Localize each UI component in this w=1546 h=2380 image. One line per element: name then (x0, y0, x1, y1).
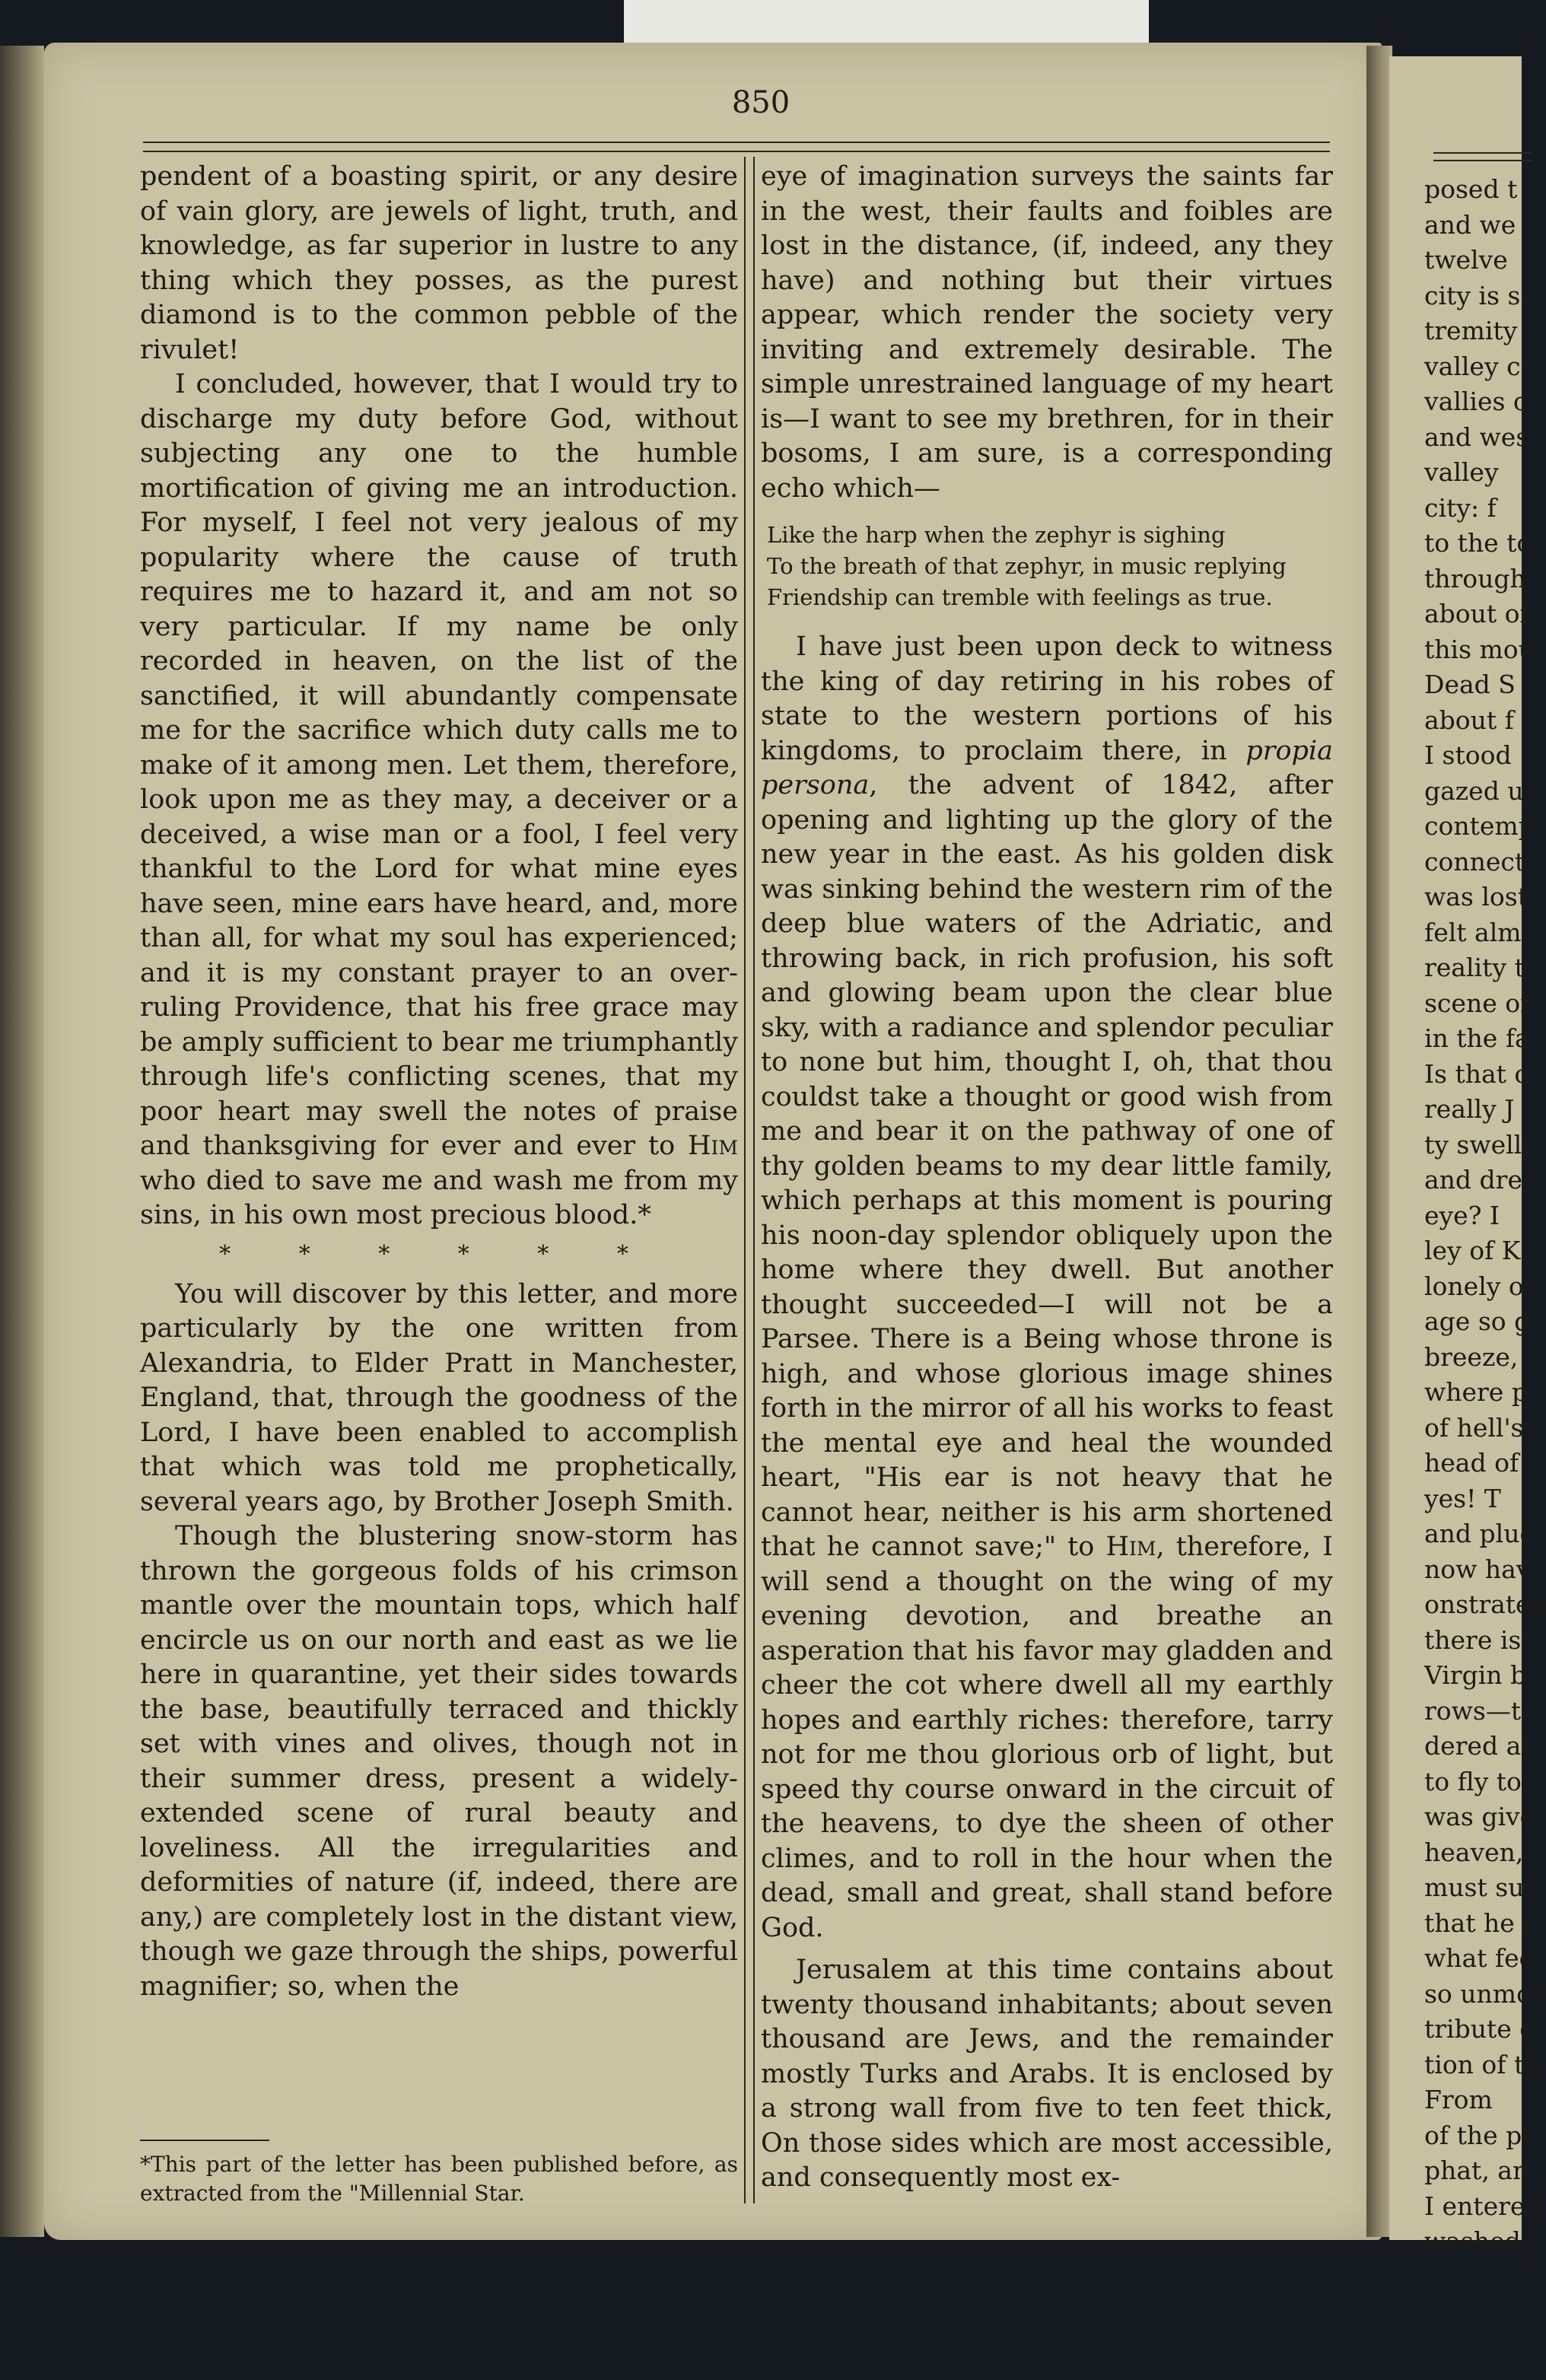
right-page-line: so unmov (1424, 1978, 1546, 2009)
poem-line: Friendship can tremble with feelings as true. (767, 584, 1273, 610)
right-page-line: rows—t (1424, 1695, 1522, 1726)
right-page-line: valley (1424, 457, 1499, 487)
book-gutter (1366, 46, 1392, 2237)
right-page-line: to the to (1424, 528, 1532, 558)
right-page-line: heaven, (1424, 1837, 1524, 1867)
him-word: Him (688, 1131, 738, 1161)
right-page-line: I entered (1424, 2191, 1541, 2221)
right-page-line: what fee (1424, 1943, 1535, 1973)
paragraph: pendent of a boasting spirit, or any desire of vain glory, are jewels of light, truth, and knowledge, as far superior in lustre to any thing which they posses, as the purest diamond is to the common pebble of the rivulet! (140, 161, 738, 365)
right-page-line: was give (1424, 1802, 1535, 1831)
right-page-line: age so g (1424, 1306, 1531, 1336)
right-page-line: felt alm (1424, 917, 1522, 947)
right-page-line: tremity (1424, 316, 1518, 345)
paragraph (140, 368, 738, 1233)
right-page-line: breeze, (1424, 1341, 1519, 1372)
paragraph-text: I concluded, however, that I would try to discharge my duty before God, without subjecting any one to the humble mortification of giving me an introduction. For myself, I feel not very jealous of my popularity where the cause of truth requires me to hazard it, and am not so very particular. If my name be only recorded in heaven, on the list of the sanctified, it will abundantly compensate me for the sacrifice which duty calls me to make of it among men. Let them, therefore, look upon me as they may, a deceiver or a deceived, a wise man or a fool, I feel very thankful to the Lord for what mine eyes have seen, mine ears have heard, and, more than all, for what my soul has experienced; and it is my constant prayer to an over-ruling Providence, that his free grace may be amply sufficient to bear me triumphantly through life's conflicting scenes, that my poor heart may swell the notes of praise and thanksgiving for ever and ever to (140, 369, 738, 1161)
footnote: *This part of the letter has been published before, as extracted from the "Millennial Star. (140, 2152, 738, 2206)
column-divider (744, 157, 755, 2203)
right-page-line: Dead S (1424, 670, 1516, 699)
paragraph (761, 630, 1333, 1946)
right-page-line: and pluc (1424, 1519, 1534, 1548)
right-page-line: now hav (1424, 1554, 1531, 1584)
right-page-line: lonely o (1424, 1271, 1524, 1301)
right-page-line: of hell's (1424, 1412, 1524, 1443)
right-page-line: onstrates (1424, 1589, 1544, 1619)
right-page-line: reality t (1424, 953, 1525, 982)
right-page-line: dered at (1424, 1731, 1532, 1761)
left-column (140, 160, 738, 2004)
middle-column (761, 160, 1333, 2196)
paragraph: Though the blustering snow-storm has thrown the gorgeous folds of his crimson mantle over the mountain tops, which half encircle us on our north and east as we lie here in quarantine, yet their sides towards the base, beautifully terraced and thickly set with vines and olives, though not in their summer dress, present a widely-extended scene of rural beauty and loveliness. All the irregularities and deformities of nature (if, indeed, there are any,) are completely lost in the distant view, though we gaze through the ships, powerful magnifier; so, when the (140, 1521, 738, 2002)
paper-slip (624, 0, 1149, 44)
right-page-line: this mou (1424, 634, 1535, 664)
right-page-line: yes! T (1424, 1483, 1501, 1513)
page-number: 850 (731, 85, 790, 120)
right-page-line: tion of th (1424, 2049, 1541, 2079)
right-page-line: gazed u (1424, 775, 1524, 806)
right-page-line: Virgin b (1424, 1660, 1527, 1690)
footnote-rule (140, 2140, 269, 2141)
section-break-stars: * * * * * * (219, 1240, 659, 1268)
right-page-header-rule (1433, 152, 1532, 161)
paragraph-text: I have just been upon deck to witness the king of day retiring in his robes of state to the western portions of his kingdoms, to proclaim there, in (761, 632, 1333, 766)
right-page-line: twelve (1424, 245, 1508, 275)
right-page-line: of the pr (1424, 2120, 1535, 2150)
right-page-line: in the fa (1424, 1023, 1530, 1053)
right-page-line: connect (1424, 846, 1525, 877)
him-word: Him (1105, 1532, 1156, 1562)
right-page-line: about f (1424, 705, 1514, 735)
paragraph: You will discover by this letter, and more particularly by the one written from Alexandria, to Elder Pratt in Manchester, England, that, through the goodness of the Lord, I have been enabled to accomplish that which was told me prophetically, several years ago, by Brother Joseph Smith. (140, 1278, 738, 1517)
right-page-line: city is s (1424, 280, 1521, 310)
poem-line: Like the harp when the zephyr is sighing (767, 522, 1226, 548)
right-page-line: where p (1424, 1377, 1528, 1407)
right-page-line: ty swell (1424, 1129, 1522, 1160)
right-page-line: phat, an (1424, 2156, 1529, 2185)
right-page-line: that he r (1424, 1908, 1535, 1938)
right-page-line: to fly to (1424, 1766, 1522, 1796)
poem-quote (767, 520, 1333, 613)
right-page-line: From (1424, 2085, 1493, 2114)
right-page-line: and dre (1424, 1165, 1522, 1195)
right-page-line: and we (1424, 209, 1516, 240)
book-left-edge (0, 46, 44, 2237)
right-page-line: and wes (1424, 422, 1529, 452)
right-page-line: city: f (1424, 492, 1497, 523)
right-page-line: Is that c (1424, 1058, 1529, 1089)
right-page-line: about of (1424, 599, 1529, 628)
right-page-line: was lost (1424, 882, 1528, 912)
right-page-line: tribute o (1424, 2014, 1535, 2044)
italic-phrase: propia persona (761, 735, 1333, 800)
right-page-line: really J (1424, 1094, 1515, 1124)
paragraph: Jerusalem at this time contains about twenty thousand inhabitants; about seven thousand are Jews, and the remainder mostly Turks and Arabs. It is enclosed by a strong wall from five to ten feet thick, On those sides which are most accessible, and consequently most ex- (761, 1955, 1333, 2193)
right-page-line: valley c (1424, 351, 1521, 381)
right-page-line: washed i (1424, 2226, 1537, 2256)
paragraph-text: , the advent of 1842, after opening and lighting up the glory of the new year in the east. As his golden disk was sinking behind the western rim of the deep blue waters of the Adriatic, and throwing back, in rich profusion, his soft and glowing beam upon the clear blue sky, with a radiance and splendor peculiar to none but him, thought I, oh, that thou couldst take a thought or good wish from me and bear it on the pathway of one of thy golden beams to my dear little family, which perhaps at this moment is pouring his noon-day splendor obliquely upon the home where they dwell. But another thought succeeded—I will not be a Parsee. There is a Being whose throne is high, and whose glorious image shines forth in the mirror of all his works to feast the mental eye and heal the wounded heart, "His ear is not heavy that he cannot hear, neither is his arm shortened that he cannot save;" to (761, 770, 1333, 1562)
right-page-line: contemp (1424, 811, 1535, 841)
right-page-line: I stood (1424, 740, 1512, 770)
right-page-line: vallies c (1424, 387, 1528, 416)
right-page-line: eye? I (1424, 1200, 1500, 1230)
right-page-line: there is (1424, 1624, 1522, 1655)
right-page-line: scene of (1424, 988, 1530, 1018)
right-page-line: head of (1424, 1448, 1519, 1478)
paragraph-text: , therefore, I will send a thought on the wing of my evening devotion, and breathe an asperation that his favor may gladden and cheer the cot where dwell all my earthly hopes and earthly riches: therefore, tarry not for me thou glorious orb of light, but speed thy course onward in the circuit of the heavens, to dye the sheen of other climes, and to roll in the hour when the dead, small and great, shall stand before God. (761, 1532, 1334, 1943)
right-page-line: must su (1424, 1873, 1525, 1902)
paragraph: eye of imagination surveys the saints far in the west, their faults and foibles are lost in the distance, (if, indeed, any they have) and nothing but their virtues appear, which render the society very inviting and extremely desirable. The simple unrestrained language of my heart is—I want to see my brethren, for in their bosoms, I am sure, is a corresponding echo which— (761, 161, 1333, 504)
header-double-rule (143, 142, 1330, 152)
poem-line: To the breath of that zephyr, in music replying (767, 553, 1287, 579)
right-page-line: posed t (1424, 174, 1518, 204)
paragraph-text: who died to save me and wash me from my sins, in his own most precious blood.* (140, 1165, 738, 1230)
right-page-line: through (1424, 563, 1526, 593)
right-page-text-fragments (1424, 172, 1546, 2260)
right-page-line: ley of K (1424, 1236, 1521, 1265)
